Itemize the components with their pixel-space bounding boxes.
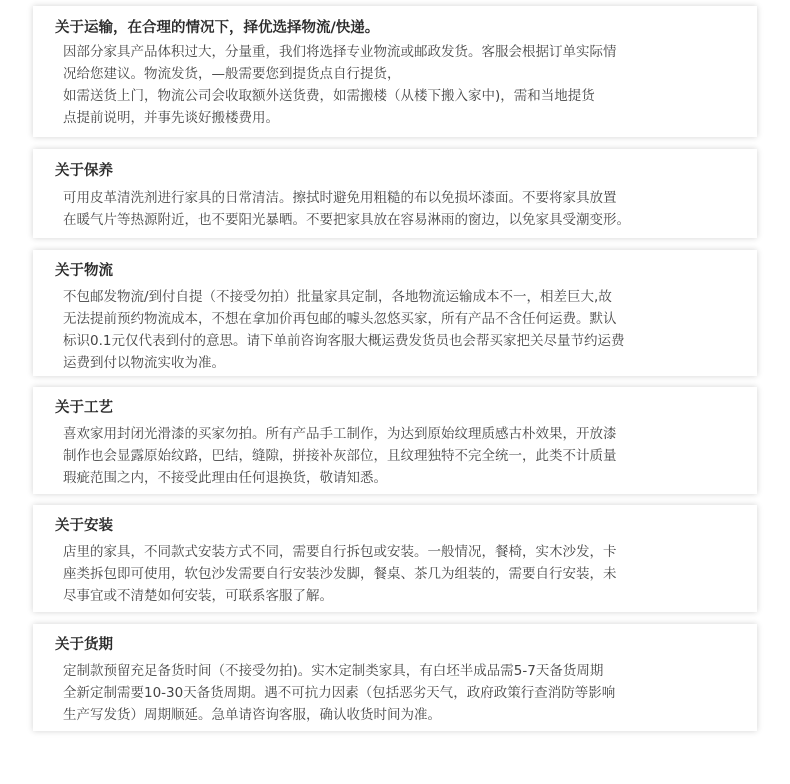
- body-line: 标识0.1元仅代表到付的意思。请下单前咨询客服大概运费发货员也会帮买家把关尽量节约运费: [63, 333, 625, 349]
- card-lead-time: [33, 624, 757, 731]
- card-shipping: [33, 6, 757, 137]
- body-line: 可用皮革清洗剂进行家具的日常清洁。擦拭时避免用粗糙的布以免损坏漆面。不要将家具放置: [63, 190, 617, 206]
- body-line: 如需送货上门，物流公司会收取额外送货费，如需搬楼（从楼下搬入家中)，需和当地提货: [63, 88, 595, 104]
- section-body-craft: [63, 423, 737, 489]
- body-line: 不包邮发物流/到付自提（不接受勿拍）批量家具定制，各地物流运输成本不一，相差巨大,故: [63, 289, 612, 305]
- section-title-maintenance: 关于保养: [55, 163, 113, 179]
- section-body-shipping: [63, 41, 737, 129]
- section-title-installation: 关于安装: [55, 518, 113, 534]
- body-line: 况给您建议。物流发货，—般需要您到提货点自行提货，: [63, 66, 401, 82]
- body-line: 运费到付以物流实收为准。: [63, 355, 225, 371]
- body-line: 制作也会显露原始纹路，巴结，缝隙，拼接补灰部位，且纹理独特不完全统一，此类不计质量: [63, 448, 617, 464]
- body-line: 因部分家具产品体积过大，分量重，我们将选择专业物流或邮政发货。客服会根据订单实际情: [63, 44, 617, 60]
- section-body-maintenance: [63, 187, 737, 231]
- body-line: 喜欢家用封闭光滑漆的买家勿拍。所有产品手工制作，为达到原始纹理质感古朴效果，开放漆: [63, 426, 617, 442]
- section-body-lead-time: [63, 660, 737, 726]
- section-title-craft: 关于工艺: [55, 400, 113, 416]
- body-line: 无法提前预约物流成本，不想在拿加价再包邮的噱头忽悠买家，所有产品不含任何运费。默认: [63, 311, 617, 327]
- body-line: 全新定制需要10-30天备货周期。遇不可抗力因素（包括恶劣天气，政府政策行查消防等影响: [63, 685, 616, 701]
- section-body-logistics: [63, 286, 737, 374]
- section-body-installation: [63, 541, 737, 607]
- card-installation: [33, 505, 757, 612]
- body-line: 定制款预留充足备货时间（不接受勿拍)。实木定制类家具，有白坯半成品需5-7天备货周期: [63, 663, 604, 679]
- body-line: 店里的家具，不同款式安装方式不同，需要自行拆包或安装。一般情况，餐椅，实木沙发，卡: [63, 544, 617, 560]
- card-logistics: [33, 250, 757, 376]
- body-line: 座类拆包即可使用，软包沙发需要自行安装沙发脚，餐桌、茶几为组装的，需要自行安装，未: [63, 566, 617, 582]
- card-maintenance: [33, 149, 757, 238]
- body-line: 瑕疵范围之内，不接受此理由任何退换货，敬请知悉。: [63, 470, 387, 486]
- section-title-shipping: 关于运输，在合理的情况下，择优选择物流/快递。: [55, 20, 380, 36]
- body-line: 点提前说明，并事先谈好搬楼费用。: [63, 110, 279, 126]
- body-line: 在暖气片等热源附近，也不要阳光暴晒。不要把家具放在容易淋雨的窗边，以免家具受潮变形。: [63, 212, 630, 228]
- section-title-lead-time: 关于货期: [55, 637, 113, 653]
- body-line: 生产写发货）周期顺延。急单请咨询客服，确认收货时间为准。: [63, 707, 441, 723]
- section-title-logistics: 关于物流: [55, 263, 113, 279]
- body-line: 尽事宜或不清楚如何安装，可联系客服了解。: [63, 588, 333, 604]
- card-craft: [33, 387, 757, 494]
